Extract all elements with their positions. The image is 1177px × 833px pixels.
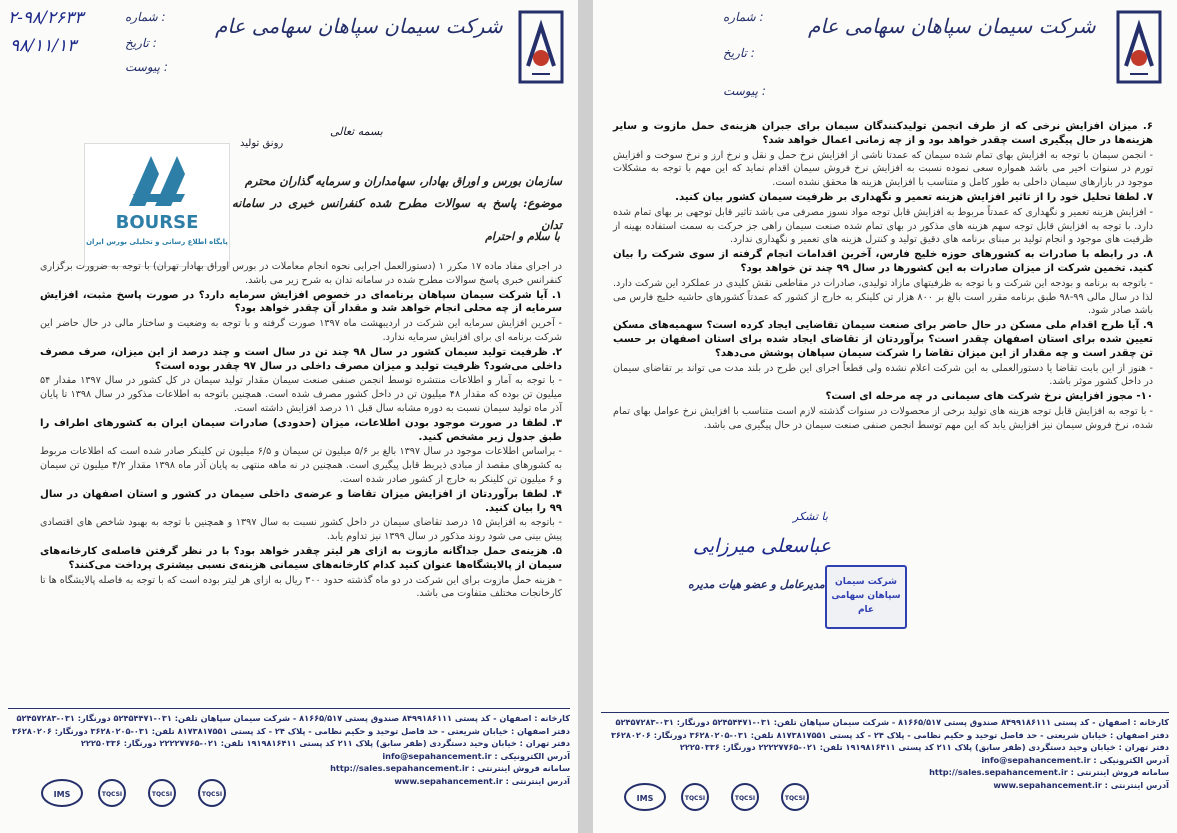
- question-6: ۶. میزان افزایش نرخی که از طرف انجمن تولیدکنندگان سیمان برای جبران هزینه‌ی حمل مازوت و سایر هزینه‌ها در حال پیگیری است چقدر خواهد بود و از چه زمانی اعمال خواهد شد؟: [613, 121, 1153, 146]
- company-letterhead-title: شرکت سیمان سپاهان سهامی عام: [215, 14, 503, 38]
- sales-link[interactable]: http://sales.sepahancement.ir: [330, 763, 469, 773]
- question-10: ۱۰- مجوز افزایش نرخ شرکت های سیمانی در چه مرحله ای است؟: [825, 391, 1153, 403]
- attachment-label: پیوست :: [723, 84, 766, 98]
- company-stamp: [825, 565, 907, 629]
- company-logo-icon: [510, 8, 572, 88]
- right-body: [613, 120, 1153, 434]
- factory-address: کارخانه : اصفهان - کد پستی ۸۴۹۹۱۸۶۱۱۱ صندوق پستی ۸۱۶۶۵/۵۱۷ - شرکت سیمان سپاهان تلفن: ۰۳۱-۵۲۴۵۴۴۷۱ دورنگار: ۰۳۱-۵۲۴۵۷۲۸۳: [16, 713, 570, 723]
- question-3: ۳. لطفا در صورت موجود بودن اطلاعات، میزان (حدودی) صادرات سیمان ایران به کشورهای اطراف را طبق جدول زیر مشخص کنید.: [40, 417, 562, 443]
- handwritten-letter-number: ۲-۹۸/۲۶۳۳: [8, 8, 84, 28]
- answer-10: - با توجه به افزایش قابل توجه هزینه های تولید برخی از محصولات در سنوات گذشته لازم است متناسب با افزایش نرخ عوامل بهای تمام شده، نرخ فروش سیمان نیز افزایش یابد که این مهم توسط انجمن صنفی صنعت سیمان در حال پیگیری می باشد.: [613, 405, 1153, 431]
- signer-title: مدیرعامل و عضو هیات مدیره: [688, 578, 825, 591]
- answer-3: - براساس اطلاعات موجود در سال ۱۳۹۷ بالغ بر ۵/۶ میلیون تن سیمان و ۶/۵ میلیون تن کلینکر صادر شده است که اطلاعات مربوط به کشورهای مقصد از مبادی ذیربط قابل پیگیری است. همچنین در نه ماهه منتهی به پایان آذر ماه ۱۳۹۸ مقدار ۴/۲ میلیون تن سیمان و ۶ میلیون تن کلینکر به خارج از کشور صادر شده است.: [40, 446, 562, 485]
- web-label: آدرس اینترنتی :: [1104, 779, 1169, 790]
- question-2: ۲. ظرفیت تولید سیمان کشور در سال ۹۸ چند تن در سال است و چند درصد از این میزان، صرف مصرف داخلی می‌شود؟ ظرفیت تولید و میزان مصرف داخلی در سال ۹۷ چقدر بوده است؟: [40, 346, 562, 372]
- bourse-wordmark: BOURSE: [115, 212, 199, 233]
- intro-paragraph: در اجرای مفاد ماده ۱۷ مکرر ۱ (دستورالعمل اجرایی نحوه انجام معاملات در بورس اوراق بهادار تهران) با توجه به ضرورت برگزاری کنفرانس خبری پاسخ سوالات مطرح شده در سامانه تدان به شرح زیر می باشد.: [40, 261, 563, 286]
- cert-label: TQCSI: [734, 795, 756, 802]
- certification-logos: [40, 778, 234, 808]
- answer-9: - هنوز از این بابت تقاضا یا دستورالعملی به این شرکت اعلام نشده ولی قطعاً اجرای این طرح در بلند مدت می تواند بر تقاضای سیمان در داخل کشور موثر باشد.: [613, 362, 1153, 388]
- certification-badge-icon: [673, 782, 717, 812]
- left-footer: [0, 712, 578, 787]
- certification-badge-icon: [723, 782, 767, 812]
- date-label: تاریخ :: [723, 46, 755, 60]
- factory-address: کارخانه : اصفهان - کد پستی ۸۴۹۹۱۸۶۱۱۱ صندوق پستی ۸۱۶۶۵/۵۱۷ - شرکت سیمان سپاهان تلفن: ۰۳۱-۵۲۴۵۴۴۷۱ دورنگار: ۰۳۱-۵۲۴۵۷۲۸۳: [615, 717, 1169, 727]
- cert-label: TQCSI: [684, 795, 706, 802]
- email-link[interactable]: info@sepahancement.ir: [981, 754, 1091, 765]
- certification-logos: [623, 782, 817, 812]
- question-8: ۸. در رابطه با صادرات به کشورهای حوزه خلیج فارس، آخرین اقدامات انجام گرفته از سوی شرکت را بیان کنید. تخمین شرکت از میزان صادرات به این کشورها در سال ۹۹ چند تن خواهد بود؟: [613, 249, 1153, 274]
- bourse-caption: پایگاه اطلاع رسانی و تحلیلی بورس ایران: [86, 238, 228, 246]
- tehran-office-address: دفتر تهران : خیابان وحید دستگردی (ظفر سابق) پلاک ۲۱۱ کد پستی ۱۹۱۹۸۱۶۴۱۱ تلفن: ۰۲۱-۲۲۲۲۷۷۶۵ دورنگار: ۲۲۲۵۰۳۳۶: [679, 742, 1169, 752]
- certification-badge-icon: [90, 778, 134, 808]
- bourse-logo: [84, 143, 230, 267]
- web-link[interactable]: www.sepahancement.ir: [993, 779, 1102, 790]
- answer-2: - با توجه به آمار و اطلاعات منتشره توسط انجمن صنفی صنعت سیمان مقدار تولید سیمان در کل کشور در سال ۱۳۹۷ مقدار ۵۴ میلیون تن بوده که مقدار ۴۸ میلیون تن در داخل کشور مصرف شده است. همچنین باتوجه به اطلاعات مذکور در سال ۱۳۹۸ تا پایان آذر ماه تولید سیمان نسبت به دوره مشابه سال قبل ۱۱ درصد افزایش داشته است.: [40, 375, 562, 414]
- footer-divider: [601, 712, 1169, 713]
- cert-label: IMS: [636, 794, 654, 803]
- closing-text: با تشکر: [793, 510, 828, 523]
- company-letterhead-title: شرکت سیمان سپاهان سهامی عام: [808, 14, 1096, 38]
- answer-7: - افزایش هزینه تعمیر و نگهداری که عمدتاً مربوط به افزایش قابل توجه مواد نسوز مصرفی می باشد تاثیر قابل توجهی بر بهای تمام شده دارد. با توجه به افزایش قابل توجه سهم هزینه های مذکور در بهای تمام شده صنعت سیمان راهی جز حرکت به سمت استفاده بهینه از ظرفیت های موجود و انجام تولید بر مبنای برنامه های دقیق تولید و کنترل هزینه های تعمیر و نگهداری ندارد.: [613, 206, 1153, 246]
- tehran-office-address: دفتر تهران : خیابان وحید دستگردی (ظفر سابق) پلاک ۲۱۱ کد پستی ۱۹۱۹۸۱۶۴۱۱ تلفن: ۰۲۱-۲۲۲۲۷۷۶۵ دورنگار: ۲۲۲۵۰۳۳۶: [80, 738, 570, 748]
- cert-label: IMS: [53, 790, 71, 799]
- question-7: ۷. لطفا تحلیل خود را از تاثیر افزایش هزینه تعمیر و نگهداری بر ظرفیت سیمان کشور بیان کنید.: [675, 191, 1153, 203]
- web-link[interactable]: www.sepahancement.ir: [394, 775, 503, 786]
- stamp-text: شرکت سیمان سپاهان سهامی عام: [831, 577, 901, 615]
- greeting: با سلام و احترام: [485, 230, 560, 243]
- answer-8: - باتوجه به برنامه و بودجه این شرکت و با توجه به ظرفیتهای مازاد تولیدی، صادرات در مقاطعی نقش کلیدی در عملکرد این شرکت دارد. لذا در سال مالی ۹۹-۹۸ طبق برنامه مقرر است بالغ بر ۸۰۰ هزار تن کلینکر به خارج از کشور که عمدتاً کشورهای حاشیه خلیج فارس می باشد صادر شود.: [613, 277, 1153, 317]
- left-letter-page: [0, 0, 578, 833]
- isfahan-office-address: دفتر اصفهان : خیابان شریعتی - حد فاصل توحید و حکیم نظامی - پلاک ۲۴ - کد پستی ۸۱۷۳۸۱۷۵۵۱ تلفن: ۰۳۱-۳۶۲۸۰۲۰۵ دورنگار: ۳۶۲۸۰۲۰۶: [610, 729, 1169, 740]
- email-label: آدرس الکترونیکی :: [494, 750, 570, 761]
- sales-label: سامانه فروش اینترنتی :: [1070, 767, 1169, 777]
- cert-label: TQCSI: [101, 791, 123, 798]
- sales-link[interactable]: http://sales.sepahancement.ir: [929, 767, 1068, 777]
- number-label: شماره :: [125, 10, 166, 24]
- attachment-label: پیوست :: [125, 60, 168, 74]
- question-1: ۱. آیا شرکت سیمان سپاهان برنامه‌ای در خصوص افزایش سرمایه دارد؟ در صورت پاسخ مثبت، افزایش سرمایه از چه محلی انجام خواهد شد و مقدار آن چقدر خواهد بود؟: [40, 289, 562, 315]
- cert-label: TQCSI: [784, 795, 806, 802]
- cert-label: TQCSI: [201, 791, 223, 798]
- company-logo-icon: [1108, 8, 1170, 88]
- number-label: شماره :: [723, 10, 764, 24]
- answer-1: - آخرین افزایش سرمایه این شرکت در اردیبهشت ماه ۱۳۹۷ صورت گرفته و با توجه به وضعیت و ساختار مالی در حال حاضر این شرکت برنامه ای برای افزایش سرمایه ندارد.: [40, 318, 562, 343]
- answer-6: - انجمن سیمان با توجه به افزایش بهای تمام شده سیمان که عمدتا ناشی از افزایش نرخ حمل و نقل و نرخ ارز و نرخ سوخت و افزایش تورم در سنوات اخیر می باشد همواره سعی نموده نسبت به افزایش نرخ فروش سیمان اقدام نماید که این مهم با توجه به مشکلات موجود در بازارهای سیمان داخلی به طور کامل و متناسب با افزایش هزینه ها محقق نشده است.: [613, 149, 1153, 189]
- question-5: ۵. هزینه‌ی حمل جداگانه مازوت به ازای هر لیتر چقدر خواهد بود؟ با در نظر گرفتن فاصله‌ی کارخانه‌های سیمان از پالایشگاه‌ها عنوان کنید کدام کارخانه‌های سیمانی هزینه‌ی نسبی بیشتری پرداخت می‌کنند؟: [40, 545, 562, 571]
- question-9: ۹. آیا طرح اقدام ملی مسکن در حال حاضر برای صنعت سیمان تقاضایی ایجاد کرده است؟ سهمیه‌های مسکن تعیین شده برای استان اصفهان چقدر است؟ برآوردتان از تقاضای ایجاد شده برای استان اصفهان بر حسب تن چقدر است و چه مقدار از این میزان تقاضا را شرکت سیمان سپاهان پوشش می‌دهد؟: [613, 320, 1153, 359]
- certification-badge-icon: [773, 782, 817, 812]
- email-label: آدرس الکترونیکی :: [1093, 754, 1169, 765]
- left-body: [40, 260, 562, 602]
- date-label: تاریخ :: [125, 36, 157, 50]
- right-letter-page: [593, 0, 1177, 833]
- question-4: ۴. لطفا برآوردتان از افزایش میزان تقاضا و عرضه‌ی داخلی سیمان در کشور و استان اصفهان در سال ۹۹ را بیان کنید.: [40, 488, 562, 514]
- bourse-emblem-icon: [85, 144, 229, 234]
- sales-label: سامانه فروش اینترنتی :: [471, 763, 570, 773]
- signature: عباسعلی میرزایی: [693, 535, 832, 557]
- answer-5: - هزینه حمل مازوت برای این شرکت در دو ماه گذشته حدود ۳۰۰ ریال به ازای هر لیتر بوده است که با توجه به فاصله پالایشگاه ها تا کارخانجات مختلف متفاوت می باشد.: [40, 574, 562, 600]
- certification-badge-icon: [190, 778, 234, 808]
- subtitle: رونق تولید: [240, 138, 284, 149]
- footer-divider: [8, 708, 570, 709]
- certification-badge-icon: [40, 778, 84, 808]
- handwritten-letter-date: ۹۸/۱۱/۱۳: [10, 36, 77, 56]
- addressee: سازمان بورس و اوراق بهادار، سهامداران و سرمایه گذاران محترم: [244, 174, 562, 188]
- bismillah: بسمه تعالی: [330, 125, 383, 138]
- subject-line: موضوع: پاسخ به سوالات مطرح شده کنفرانس خبری در سامانه تدان: [232, 196, 562, 232]
- isfahan-office-address: دفتر اصفهان : خیابان شریعتی - حد فاصل توحید و حکیم نظامی - پلاک ۲۴ - کد پستی ۸۱۷۳۸۱۷۵۵۱ تلفن: ۰۳۱-۳۶۲۸۰۲۰۵ دورنگار: ۳۶۲۸۰۲۰۶: [11, 725, 570, 736]
- certification-badge-icon: [140, 778, 184, 808]
- answer-4: - باتوجه به افزایش ۱۵ درصد تقاضای سیمان در داخل کشور نسبت به سال ۱۳۹۷ و همچنین با توجه به بهبود شاخص های اقتصادی پیش بینی می شود روند مذکور در سال ۱۳۹۹ نیز تداوم یابد.: [40, 517, 562, 543]
- web-label: آدرس اینترنتی :: [505, 775, 570, 786]
- certification-badge-icon: [623, 782, 667, 812]
- cert-label: TQCSI: [151, 791, 173, 798]
- right-footer: [593, 716, 1177, 791]
- email-link[interactable]: info@sepahancement.ir: [382, 750, 492, 761]
